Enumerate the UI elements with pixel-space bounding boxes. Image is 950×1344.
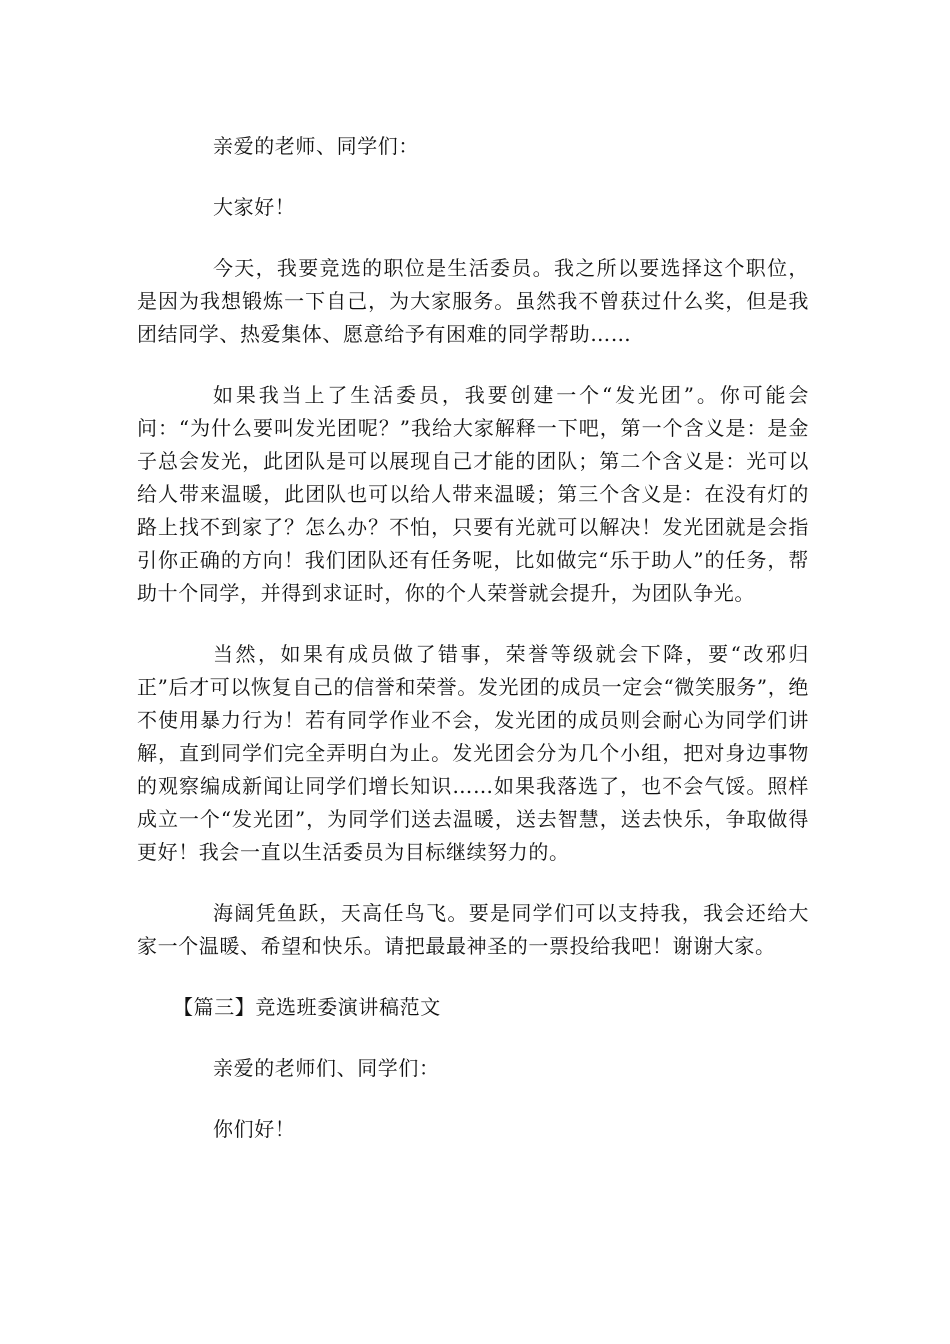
- body-paragraph: 当然，如果有成员做了错事，荣誉等级就会下降，要“改邪归正”后才可以恢复自己的信誉和荣誉。发光团的成员一定会“微笑服务”，绝不使用暴力行为！若有同学作业不会，发光团的成员则会耐心为同学们讲解，直到同学们完全弄明白为止。发光团会分为几个小组，把对身边事物的观察编成新闻让同学们增长知识……如果我落选了，也不会气馁。照样成立一个“发光团”，为同学们送去温暖，送去智慧，送去快乐，争取做得更好！我会一直以生活委员为目标继续努力的。: [137, 642, 809, 864]
- body-paragraph: 如果我当上了生活委员，我要创建一个“发光团”。你可能会问：“为什么要叫发光团呢？”我给大家解释一下吧，第一个含义是：是金子总会发光，此团队是可以展现自己才能的团队；第二个含义是：光可以给人带来温暖，此团队也可以给人带来温暖；第三个含义是：在没有灯的路上找不到家了？怎么办？不怕，只要有光就可以解决！发光团就是会指引你正确的方向！我们团队还有任务呢，比如做完“乐于助人”的任务，帮助十个同学，并得到求证时，你的个人荣誉就会提升，为团队争光。: [137, 383, 809, 605]
- closing-paragraph: 海阔凭鱼跃，天高任鸟飞。要是同学们可以支持我，我会还给大家一个温暖、希望和快乐。请把最最神圣的一票投给我吧！谢谢大家。: [137, 901, 809, 958]
- greeting: 大家好！: [213, 195, 296, 219]
- salutation: 亲爱的老师们、同学们：: [213, 1056, 440, 1080]
- section-heading: 【篇三】竞选班委演讲稿范文: [173, 995, 441, 1019]
- body-paragraph: 今天，我要竞选的职位是生活委员。我之所以要选择这个职位，是因为我想锻炼一下自己，为大家服务。虽然我不曾获过什么奖，但是我团结同学、热爱集体、愿意给予有困难的同学帮助……: [137, 256, 809, 346]
- greeting: 你们好！: [213, 1117, 296, 1141]
- document-body: [137, 130, 809, 1174]
- salutation: 亲爱的老师、同学们：: [213, 134, 419, 158]
